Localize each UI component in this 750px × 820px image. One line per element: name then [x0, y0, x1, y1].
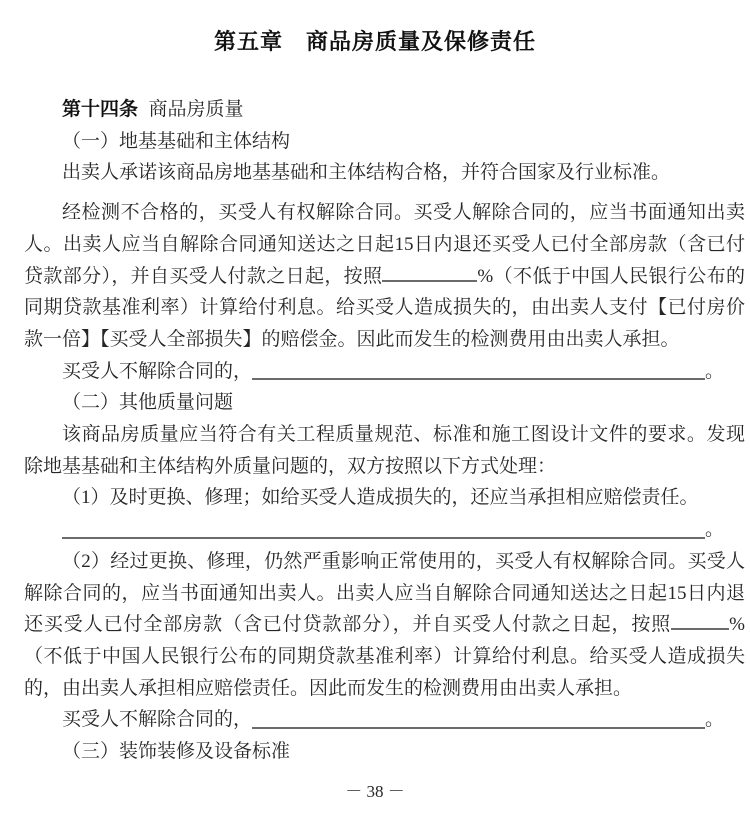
remedy-blank-period: 。 [704, 519, 724, 541]
no-rescind-lead-1: 买受人不解除合同的， [62, 360, 253, 382]
section-3-heading-text: （三）装饰装修及设备标准 [62, 741, 291, 763]
seller-promise-paragraph [24, 157, 745, 189]
other-quality-intro-text: 该商品房质量应当符合有关工程质量规范、标准和施工图设计文件的要求。发现除地基基础和主体结构外质量问题的，双方按照以下方式处理： [24, 424, 745, 477]
inspection-text-after-rate: （不低于中国人民银行公布的同期贷款基准利率）计算给付利息。给买受人造成损失的，由出卖人支付【已付房价款一倍】【买受人全部损失】的赔偿金。因此而发生的检测费用由出卖人承担。 [24, 265, 745, 350]
other-quality-intro-paragraph [24, 419, 745, 482]
buyer-no-rescind-line-1 [24, 356, 724, 388]
article-title-text: 商品房质量 [148, 99, 244, 120]
remedy-item-2-text-after-rate: （不低于中国人民银行公布的同期贷款基准利率）计算给付利息。给买受人造成损失的，由出卖人承担相应赔偿责任。因此而发生的检测费用由出卖人承担。 [24, 645, 745, 699]
section-2-heading-text: （二）其他质量问题 [62, 392, 234, 414]
remedy-blank-indent [24, 514, 62, 546]
remedy-item-2-text-before-rate: （2）经过更换、修理，仍然严重影响正常使用的，买受人有权解除合同。买受人解除合同的，应当书面通知出卖人。出卖人应当自解除合同通知送达之日起15日内退还买受人已付全部房款（含已付贷款部分），并自买受人付款之日起，按照 [24, 550, 745, 636]
no-rescind-blank-2 [252, 704, 705, 729]
remedy-blank-underline [62, 514, 705, 539]
section-2-heading [24, 387, 745, 419]
buyer-no-rescind-line-2 [24, 704, 724, 736]
article-number-label: 第十四条 [62, 99, 139, 120]
inspection-failure-paragraph [24, 197, 745, 356]
section-1-heading-text: （一）地基基础和主体结构 [62, 130, 291, 152]
chapter-title: 第五章 商品房质量及保修责任 [213, 29, 536, 54]
remedy-item-1-text: （1）及时更换、修理；如给买受人造成损失的，还应当承担相应赔偿责任。 [62, 487, 699, 509]
article-14-heading [24, 94, 745, 126]
contract-body [24, 94, 745, 768]
no-rescind-period-1: 。 [704, 360, 724, 382]
no-rescind-lead-2: 买受人不解除合同的， [62, 709, 253, 731]
section-1-heading [24, 126, 745, 158]
no-rescind-blank-1 [252, 356, 705, 381]
remedy-item-2 [24, 546, 745, 705]
remedy-blank-line [24, 514, 724, 546]
section-3-heading [24, 736, 745, 768]
interest-rate-blank-2 [671, 628, 729, 630]
interest-rate-blank-1 [382, 280, 477, 282]
percent-sign-2: % [729, 614, 745, 636]
percent-sign-1: % [477, 265, 494, 287]
seller-promise-text: 出卖人承诺该商品房地基基础和主体结构合格，并符合国家及行业标准。 [62, 162, 671, 184]
remedy-item-1 [24, 482, 745, 514]
page-number: － 38 － [345, 781, 405, 801]
inspection-text-before-rate: 经检测不合格的，买受人有权解除合同。买受人解除合同的，应当书面通知出卖人。出卖人应当自解除合同通知送达之日起15日内退还买受人已付全部房款（含已付贷款部分），并自买受人付款之日起，按照 [24, 202, 745, 287]
no-rescind-period-2: 。 [704, 709, 724, 731]
